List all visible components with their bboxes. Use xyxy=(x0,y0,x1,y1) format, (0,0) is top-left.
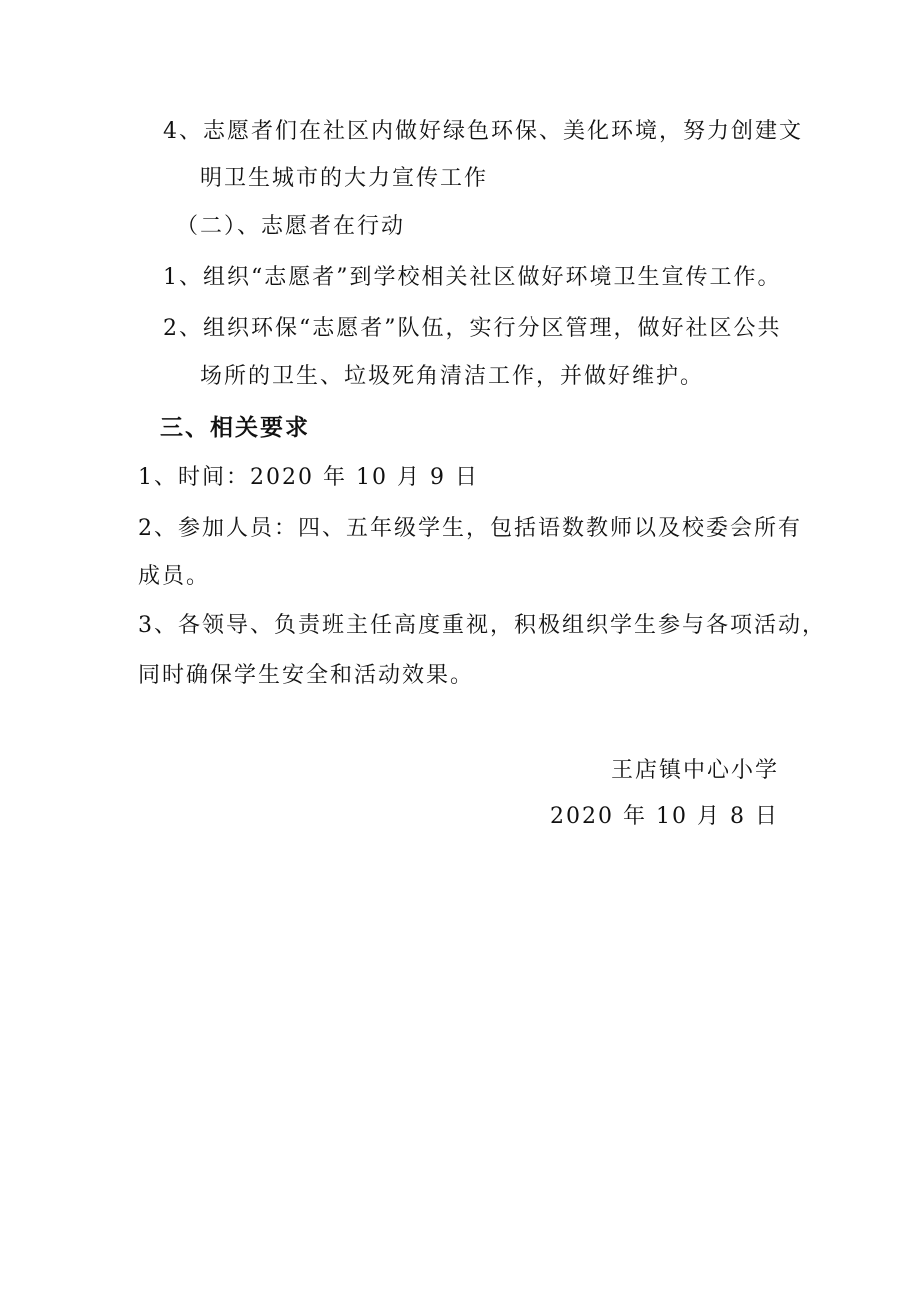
subheading-volunteers-in-action: （二）、志愿者在行动 xyxy=(176,214,406,239)
item-4-line-2: 明卫生城市的大力宣传工作 xyxy=(200,166,489,191)
action-item-2-line-2: 场所的卫生、垃圾死角清洁工作，并做好维护。 xyxy=(200,364,705,389)
section-three-heading: 三、相关要求 xyxy=(160,415,310,441)
requirement-2-line-1: 2、参加人员：四、五年级学生，包括语数教师以及校委会所有 xyxy=(138,516,802,541)
requirement-3-line-1: 3、各领导、负责班主任高度重视，积极组织学生参与各项活动， xyxy=(138,613,826,638)
signature-date: 2020 年 10 月 8 日 xyxy=(550,804,779,829)
item-4-line-1: 4、志愿者们在社区内做好绿色环保、美化环境，努力创建文 xyxy=(163,119,803,144)
action-item-2-line-1: 2、组织环保“志愿者”队伍，实行分区管理，做好社区公共 xyxy=(163,316,782,341)
signature-organization: 王店镇中心小学 xyxy=(610,758,779,783)
requirement-1-time: 1、时间：2020 年 10 月 9 日 xyxy=(138,465,479,490)
action-item-1: 1、组织“志愿者”到学校相关社区做好环境卫生宣传工作。 xyxy=(163,265,782,290)
requirement-2-line-2: 成员。 xyxy=(138,564,211,589)
requirement-3-line-2: 同时确保学生安全和活动效果。 xyxy=(138,663,475,688)
